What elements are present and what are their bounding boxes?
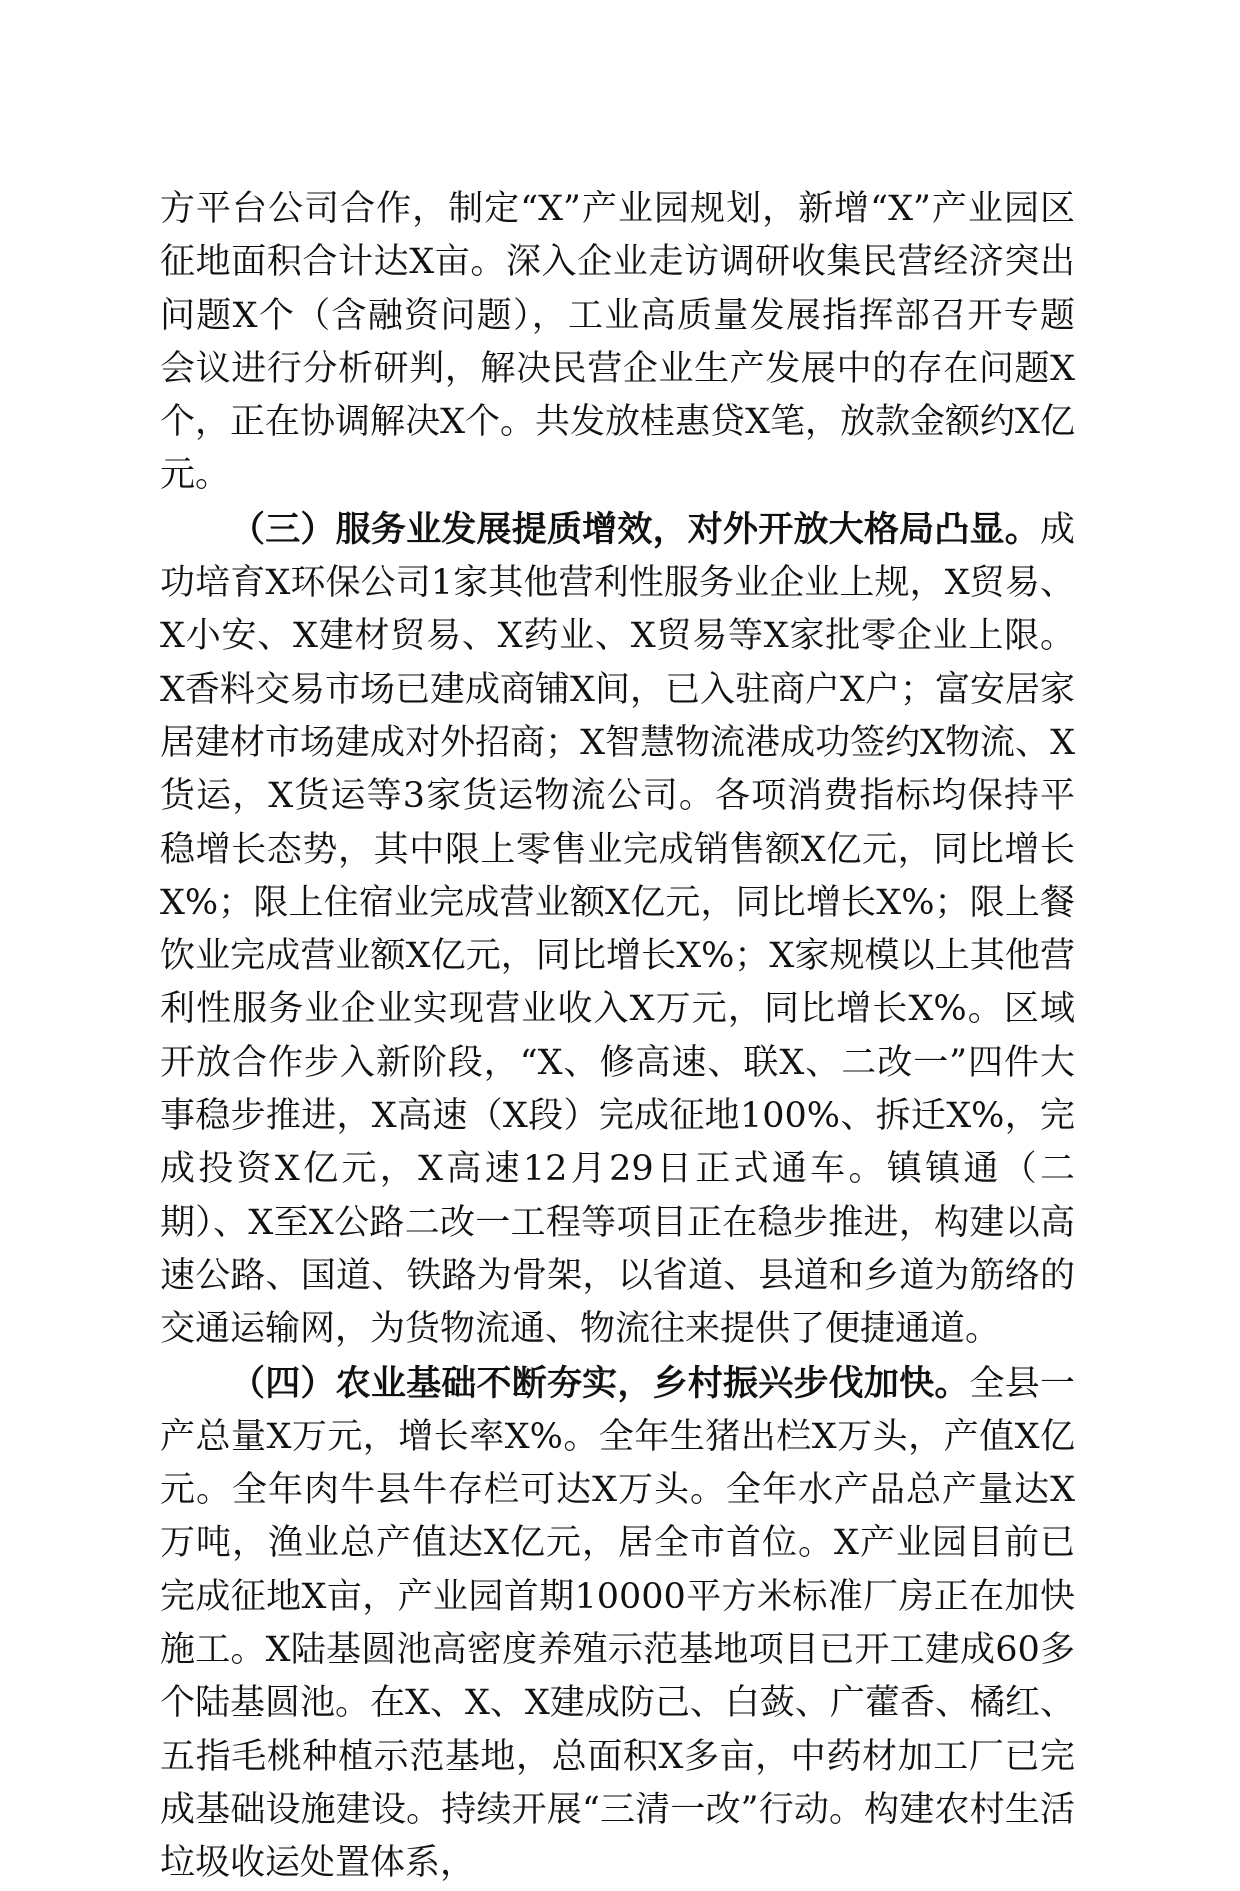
section-heading-services: （三）服务业发展提质增效，对外开放大格局凸显。 xyxy=(230,508,1040,550)
paragraph-continuation xyxy=(160,183,1075,503)
document-body xyxy=(160,183,1075,1891)
paragraph-agriculture xyxy=(160,1357,1075,1891)
paragraph-text: 方平台公司合作，制定“X”产业园规划，新增“X”产业园区征地面积合计达X亩。深入企业走访调研收集民营经济突出问题X个（含融资问题），工业高质量发展指挥部召开专题会议进行分析研判，解决民营企业生产发展中的存在问题X个，正在协调解决X个。共发放桂惠贷X笔，放款金额约X亿元。 xyxy=(160,189,1075,496)
paragraph-services xyxy=(160,503,1075,1357)
section-heading-agriculture: （四）农业基础不断夯实，乡村振兴步伐加快。 xyxy=(230,1362,970,1404)
paragraph-text: 全县一产总量X万元，增长率X%。全年生猪出栏X万头，产值X亿元。全年肉牛县牛存栏可达X万头。全年水产品总产量达X万吨，渔业总产值达X亿元，居全市首位。X产业园目前已完成征地X亩，产业园首期10000平方米标准厂房正在加快施工。X陆基圆池高密度养殖示范基地项目已开工建成60多个陆基圆池。在X、X、X建成防己、白蔹、广藿香、橘红、五指毛桃种植示范基地，总面积X多亩，中药材加工厂已完成基础设施建设。持续开展“三清一改”行动。构建农村生活垃圾收运处置体系， xyxy=(160,1363,1075,1884)
paragraph-text: 成功培育X环保公司1家其他营利性服务业企业上规，X贸易、X小安、X建材贸易、X药业、X贸易等X家批零企业上限。X香料交易市场已建成商铺X间，已入驻商户X户；富安居家居建材市场建成对外招商；X智慧物流港成功签约X物流、X货运，X货运等3家货运物流公司。各项消费指标均保持平稳增长态势，其中限上零售业完成销售额X亿元，同比增长X%；限上住宿业完成营业额X亿元，同比增长X%；限上餐饮业完成营业额X亿元，同比增长X%；X家规模以上其他营利性服务业企业实现营业收入X万元，同比增长X%。区域开放合作步入新阶段，“X、修高速、联X、二改一”四件大事稳步推进，X高速（X段）完成征地100%、拆迁X%，完成投资X亿元，X高速12月29日正式通车。镇镇通（二期）、X至X公路二改一工程等项目正在稳步推进，构建以高速公路、国道、铁路为骨架，以省道、县道和乡道为筋络的交通运输网，为货物流通、物流往来提供了便捷通道。 xyxy=(160,509,1075,1350)
